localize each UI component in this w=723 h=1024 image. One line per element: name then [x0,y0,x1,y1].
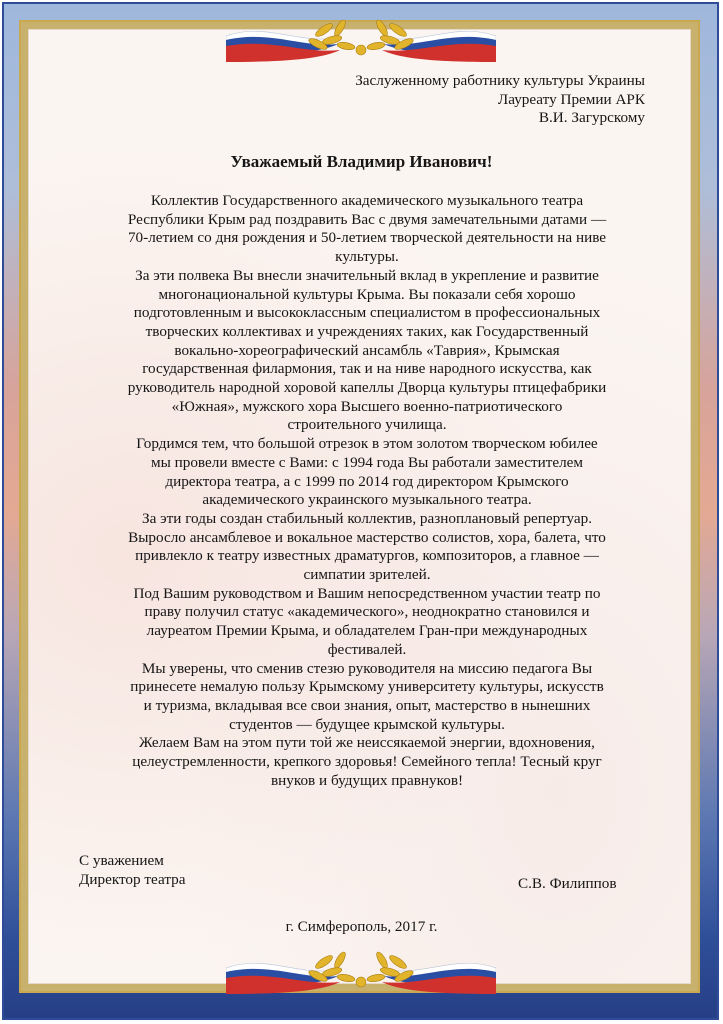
body-line: академического украинского музыкального театра. [202,491,532,509]
recipient-name: В.И. Загурскому [538,109,645,127]
body-line: принесете немалую пользу Крымскому университету культуры, искусств [130,678,604,696]
body-line: мы провели вместе с Вами: с 1994 года Вы работали заместителем [150,453,584,471]
body-line: Мы уверены, что сменив стезю руководителя на миссию педагога Вы [141,659,593,677]
body-line: Гордимся тем, что большой отрезок в этом золотом творческом юбилее [136,435,598,453]
body-line: целеустремленности, крепкого здоровья! Семейного тепла! Тесный круг [132,753,602,771]
body-line: симпатии зрителей. [303,566,431,584]
signature-left [79,852,186,889]
recipient-title: Заслуженному работнику культуры Украины [355,72,645,89]
body-line: 70-летием со дня рождения и 50-летием творческой деятельности на ниве [127,229,607,247]
body-line: директора театра, а с 1999 по 2014 год директором Крымского [165,472,569,490]
recipient-block [225,72,645,128]
body-line: и туризма, вкладывая все свои знания, опыт, мастерство в нынешних [143,696,591,714]
body-line: Желаем Вам на этом пути той же неиссякаемой энергии, вдохновения, [139,734,595,752]
body-line: руководитель народной хоровой капеллы Дворца культуры птицефабрики [127,379,607,397]
body-line: привлекло к театру известных драматургов, композиторов, а главное — [135,547,599,565]
body-line: праву получил статус «академического», неоднократно становился и [144,603,590,621]
body-line: подготовленным и высококлассным специалистом в профессиональных [133,304,601,322]
body-line: Республики Крым рад поздравить Вас с двумя замечательными датами — [127,210,607,228]
body-line: «Южная», мужского хора Высшего военно-патриотического [171,397,563,415]
body-line: За эти полвека Вы внесли значительный вклад в укрепление и развитие [135,266,599,284]
body-line: вокально-хореографический ансамбль «Таврия», Крымская [174,341,560,359]
greeting-heading: Уважаемый Владимир Иванович! [230,152,493,171]
body-line: За эти годы создан стабильный коллектив, разноплановый репертуар. [141,509,593,527]
letter-body [72,192,662,791]
body-line: строительного училища. [287,416,447,434]
body-line: государственная филармония, так и на ниве народного искусства, как [142,360,592,378]
body-line: внуков и будущих правнуков! [270,771,464,789]
closing-phrase: С уважением [79,852,164,869]
body-line: фестивалей. [327,640,407,658]
tricolor-laurel-ornament-top [226,14,496,72]
recipient-award: Лауреату Премии АРК [497,90,645,108]
body-line: культуры. [335,248,399,266]
body-line: творческих коллективах и учреждениях таких, как Государственный [145,322,589,340]
body-line: студентов — будущее крымской культуры. [229,715,505,733]
body-line: Под Вашим руководством и Вашим непосредственном участии театр по [133,584,601,602]
tricolor-laurel-ornament-bottom [226,946,496,1004]
place-and-date: г. Симферополь, 2017 г. [285,918,438,935]
body-line: лауреатом Премии Крыма, и обладателем Гран-при международных [146,622,588,640]
body-line: многонациональной культуры Крыма. Вы показали себя хорошо [158,285,576,303]
signer-name: С.В. Филиппов [518,875,617,892]
body-line: Выросло ансамблевое и вокальное мастерство солистов, хора, балета, что [128,528,606,546]
body-line: Коллектив Государственного академического музыкального театра [150,192,584,209]
signer-position: Директор театра [79,870,186,888]
